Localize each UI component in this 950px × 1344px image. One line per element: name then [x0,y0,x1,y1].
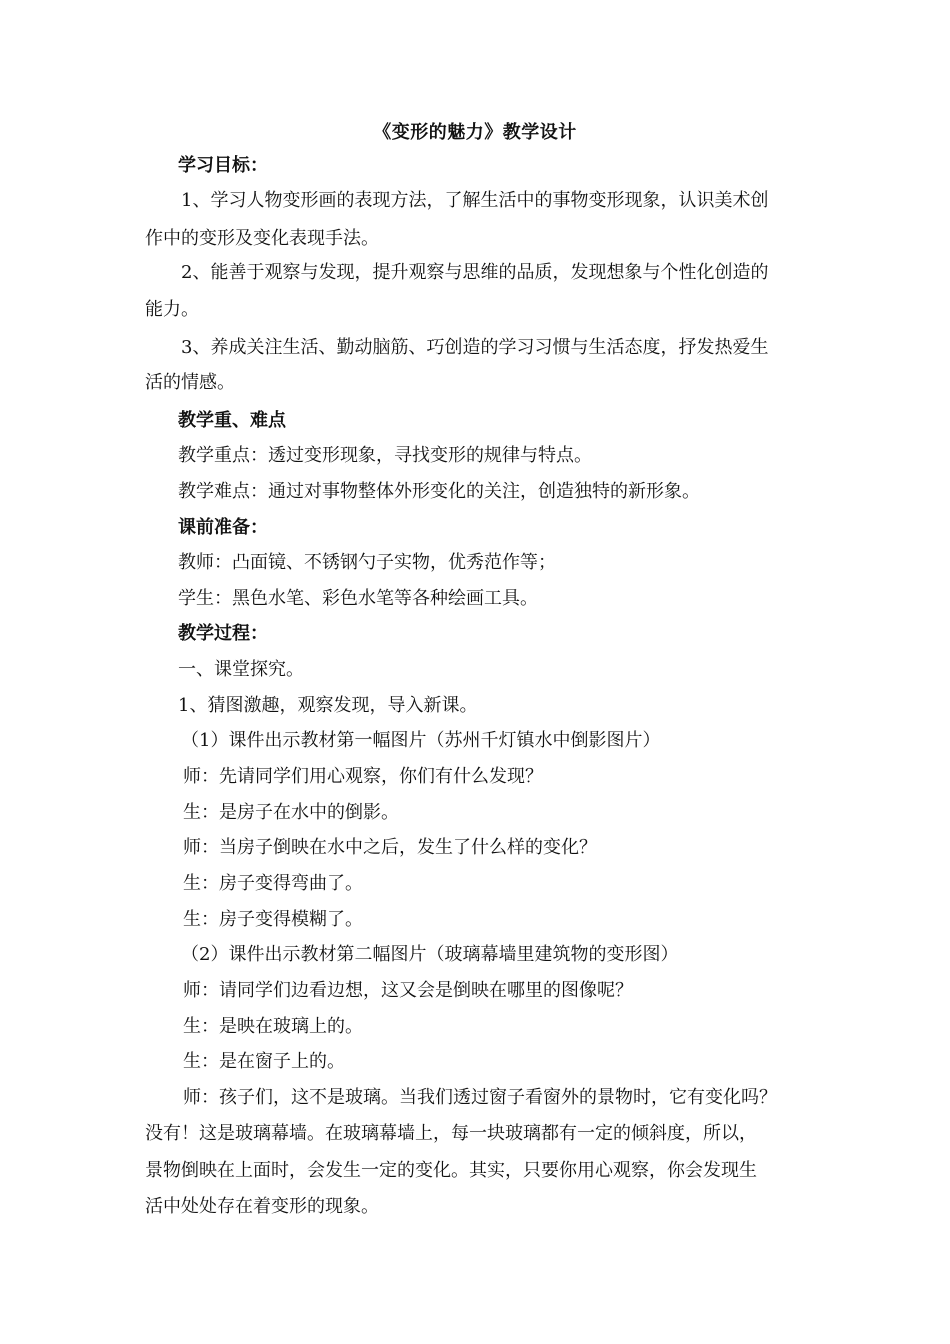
sub-1-line-1: 师：先请同学们用心观察，你们有什么发现？ [183,766,543,787]
sub-1-line-2: 生：是房子在水中的倒影。 [183,802,399,823]
objective-3-line-1: 3、养成关注生活、勤动脑筋、巧创造的学习习惯与生活态度，抒发热爱生 [181,337,769,358]
sub-1-intro: （1）课件出示教材第一幅图片（苏州千灯镇水中倒影图片） [181,730,661,751]
process-step-1: 1、猜图激趣，观察发现，导入新课。 [178,695,478,716]
document-title: 《变形的魅力》教学设计 [373,122,577,143]
objective-1-line-1: 1、学习人物变形画的表现方法，了解生活中的事物变形现象，认识美术创 [181,190,769,211]
objectives-heading: 学习目标： [178,155,268,176]
closing-line-2: 没有！这是玻璃幕墙。在玻璃幕墙上，每一块玻璃都有一定的倾斜度，所以， [145,1123,757,1144]
sub-2-line-3: 生：是在窗子上的。 [183,1051,345,1072]
preparation-heading: 课前准备： [178,517,268,538]
sub-2-intro: （2）课件出示教材第二幅图片（玻璃幕墙里建筑物的变形图） [181,944,679,965]
closing-line-4: 活中处处存在着变形的现象。 [145,1196,379,1217]
objective-2-line-2: 能力。 [145,299,199,320]
preparation-teacher: 教师：凸面镜、不锈钢勺子实物，优秀范作等； [178,552,556,573]
sub-1-line-5: 生：房子变得模糊了。 [183,909,363,930]
objective-2-line-1: 2、能善于观察与发现，提升观察与思维的品质，发现想象与个性化创造的 [181,262,769,283]
closing-line-3: 景物倒映在上面时，会发生一定的变化。其实，只要你用心观察，你会发现生 [145,1160,757,1181]
sub-1-line-3: 师：当房子倒映在水中之后，发生了什么样的变化？ [183,837,597,858]
preparation-student: 学生：黑色水笔、彩色水笔等各种绘画工具。 [178,588,538,609]
key-points-heading: 教学重、难点 [178,410,286,431]
teaching-focus: 教学重点：透过变形现象，寻找变形的规律与特点。 [178,445,592,466]
teaching-difficulty: 教学难点：通过对事物整体外形变化的关注，创造独特的新形象。 [178,481,700,502]
sub-2-line-1: 师：请同学们边看边想，这又会是倒映在哪里的图像呢？ [183,980,633,1001]
objective-1-line-2: 作中的变形及变化表现手法。 [145,228,379,249]
objective-3-line-2: 活的情感。 [145,372,235,393]
process-part-1: 一、课堂探究。 [178,659,304,680]
process-heading: 教学过程： [178,623,268,644]
sub-2-line-2: 生：是映在玻璃上的。 [183,1016,363,1037]
closing-line-1: 师：孩子们，这不是玻璃。当我们透过窗子看窗外的景物时，它有变化吗？ [183,1087,777,1108]
sub-1-line-4: 生：房子变得弯曲了。 [183,873,363,894]
